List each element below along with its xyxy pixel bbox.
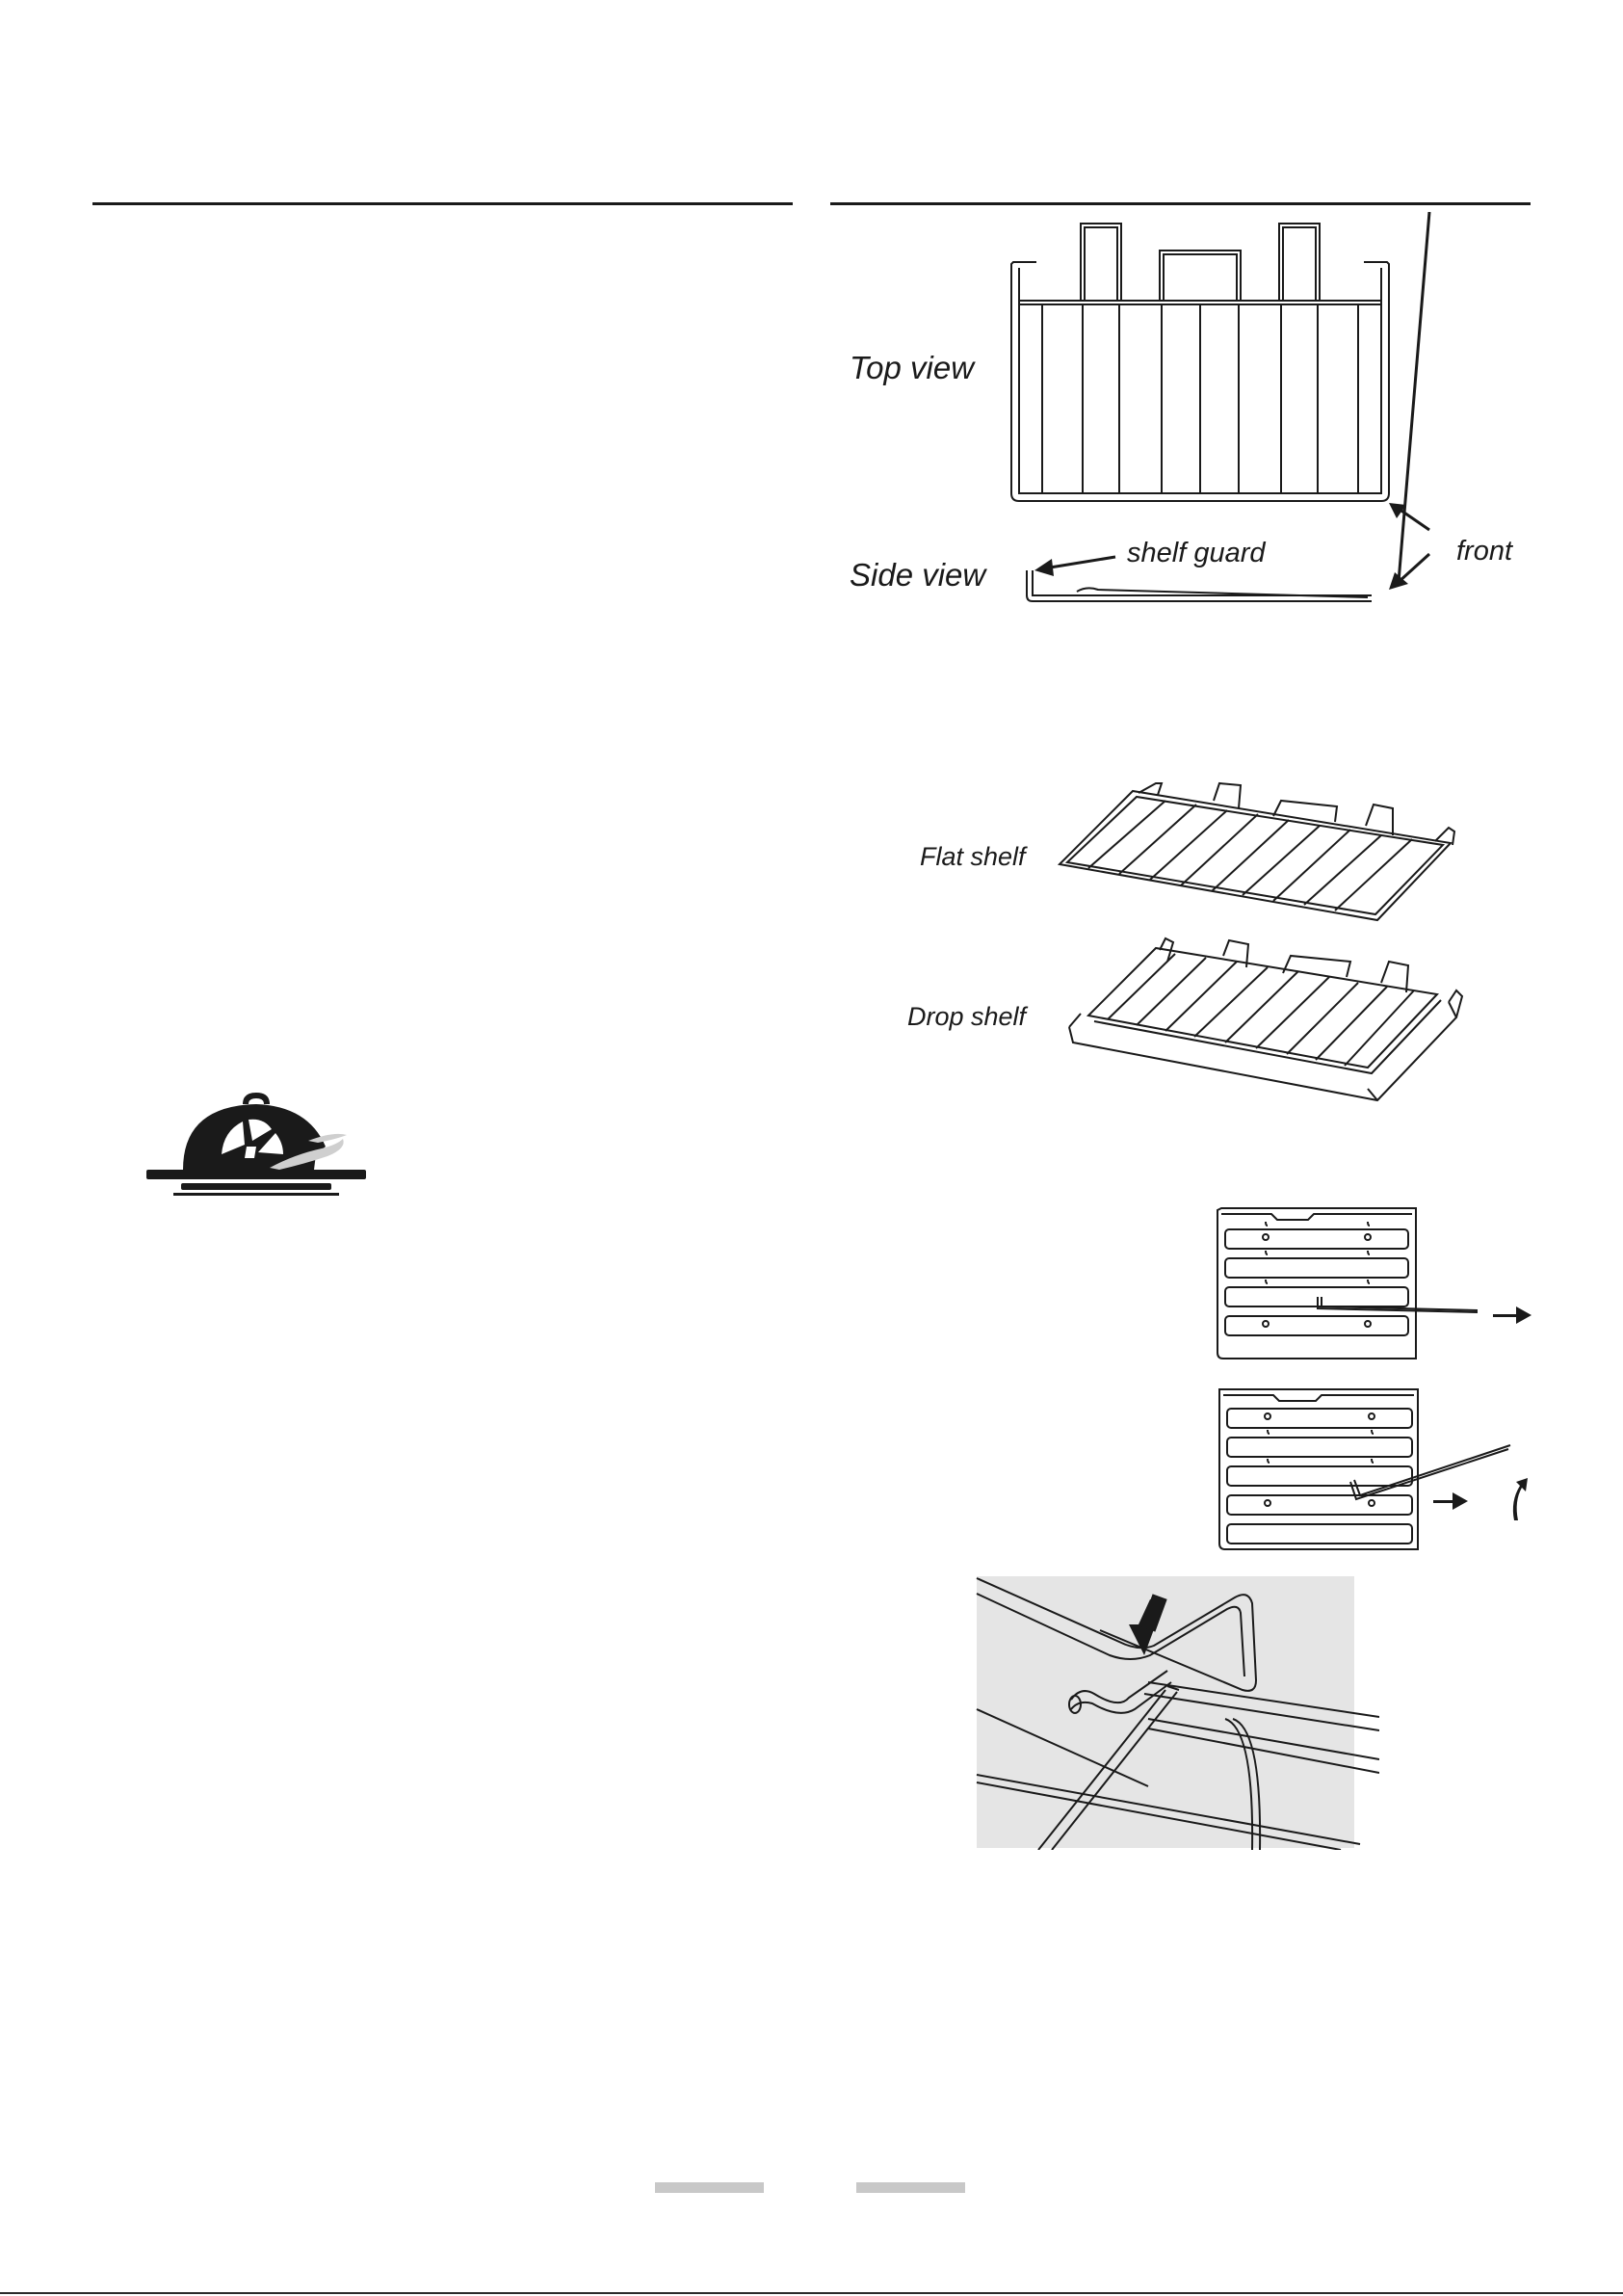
shelf-removal-step-2-diagram	[1216, 1386, 1533, 1559]
page-bottom-edge	[0, 2292, 1623, 2294]
footer-bar-right	[856, 2182, 965, 2193]
drop-shelf-label: Drop shelf	[907, 1002, 1027, 1031]
shelf-guard-label: shelf guard	[1127, 538, 1266, 568]
shelf-guard-detail-diagram	[975, 1574, 1379, 1850]
top-view-label: Top view	[850, 350, 975, 385]
drop-shelf-diagram	[1060, 935, 1464, 1108]
shelf-removal-step-1-diagram	[1214, 1204, 1536, 1373]
right-column-rule	[830, 202, 1531, 205]
side-view-label: Side view	[850, 557, 986, 593]
serving-cloche-icon	[144, 1087, 368, 1202]
left-column-rule	[92, 202, 793, 205]
footer-bar-left	[655, 2182, 764, 2193]
flat-shelf-diagram	[1050, 776, 1464, 930]
flat-shelf-label: Flat shelf	[920, 842, 1026, 871]
front-label: front	[1456, 536, 1513, 567]
